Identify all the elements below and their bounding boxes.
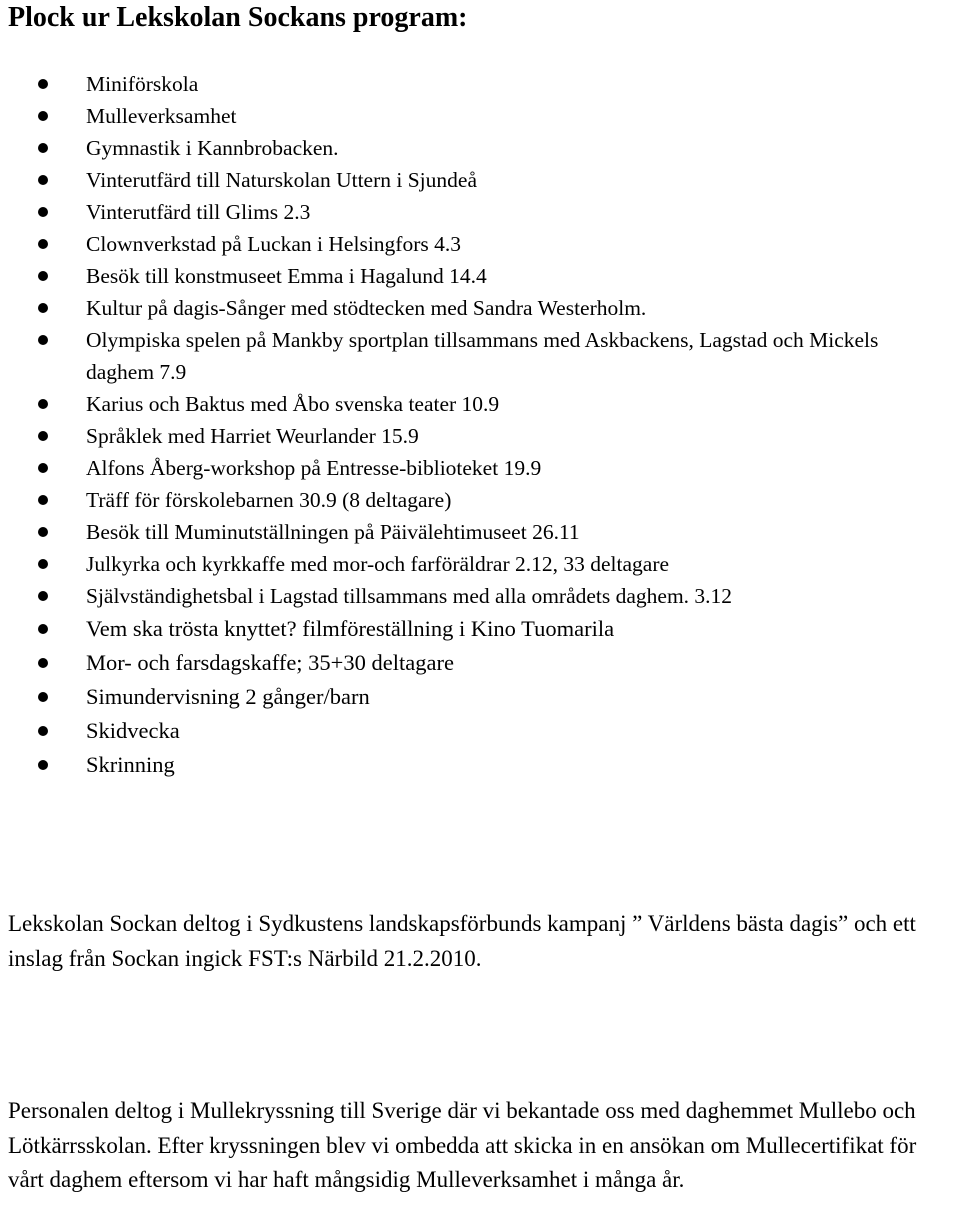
list-item-text: Träff för förskolebarnen 30.9 (8 deltagare) [86,488,452,512]
bullet-icon [38,495,48,505]
page-heading: Plock ur Lekskolan Sockans program: [8,2,468,33]
list-item [0,292,906,324]
list-item [0,748,906,782]
list-item-text: Mor- och farsdagskaffe; 35+30 deltagare [86,650,454,675]
bullet-icon [38,143,48,153]
list-item [0,164,906,196]
list-item [0,196,906,228]
list-item-text: Kultur på dagis-Sånger med stödtecken med Sandra Westerholm. [86,296,647,320]
bullet-icon [38,527,48,537]
bullet-icon [38,591,48,601]
list-item-text: Vinterutfärd till Naturskolan Uttern i Sjundeå [86,168,477,192]
list-item-text: Julkyrka och kyrkkaffe med mor-och farföräldrar 2.12, 33 deltagare [86,552,670,576]
list-item [0,260,906,292]
list-item [0,484,906,516]
bullet-icon [38,559,48,569]
bullet-icon [38,760,48,770]
list-item [0,548,906,580]
list-item [0,516,906,548]
list-item-text: Skrinning [86,752,175,777]
bullet-icon [38,335,48,345]
bullet-icon [38,726,48,736]
bullet-icon [38,692,48,702]
bullet-icon [38,658,48,668]
list-item [0,100,906,132]
bullet-icon [38,239,48,249]
list-item [0,452,906,484]
list-item-text: Vem ska trösta knyttet? filmföreställning i Kino Tuomarila [86,616,615,641]
bullet-icon [38,111,48,121]
list-item-text: Clownverkstad på Luckan i Helsingfors 4.3 [86,232,461,256]
list-item [0,388,906,420]
bullet-icon [38,79,48,89]
list-item [0,680,906,714]
campaign-paragraph: Lekskolan Sockan deltog i Sydkustens landskapsförbunds kampanj ” Världens bästa dagis” och ett inslag från Sockan ingick FST:s Närbild 21.2.2010. [8,911,916,971]
program-list [0,68,960,782]
list-item-text: Skidvecka [86,718,180,743]
bullet-icon [38,303,48,313]
bullet-icon [38,399,48,409]
bullet-icon [38,463,48,473]
list-item [0,612,906,646]
list-item-text: Karius och Baktus med Åbo svenska teater 10.9 [86,392,500,416]
list-item-text: Olympiska spelen på Mankby sportplan tillsammans med Askbackens, Lagstad och Mickels daghem 7.9 [86,328,879,384]
list-item-text: Vinterutfärd till Glims 2.3 [86,200,311,224]
personnel-paragraph: Personalen deltog i Mullekryssning till Sverige där vi bekantade oss med daghemmet Mullebo och Lötkärrsskolan. Efter kryssningen blev vi ombedda att skicka in en ansökan om Mullecertifikat för vårt daghem eftersom vi har haft mångsidig Mulleverksamhet i många år. [8,1098,917,1192]
list-item [0,580,906,612]
bullet-icon [38,431,48,441]
list-item [0,324,906,388]
list-item [0,714,906,748]
list-item-text: Självständighetsbal i Lagstad tillsammans med alla områdets daghem. 3.12 [86,584,733,608]
bullet-icon [38,207,48,217]
list-item [0,228,906,260]
list-item-text: Besök till Muminutställningen på Päivälehtimuseet 26.11 [86,520,580,544]
list-item-text: Alfons Åberg-workshop på Entresse-biblioteket 19.9 [86,456,542,480]
list-item-text: Mulleverksamhet [86,104,237,128]
list-item [0,68,906,100]
list-item [0,420,906,452]
list-item [0,132,906,164]
bullet-icon [38,624,48,634]
list-item-text: Besök till konstmuseet Emma i Hagalund 14.4 [86,264,487,288]
list-item-text: Gymnastik i Kannbrobacken. [86,136,339,160]
bullet-icon [38,271,48,281]
list-item-text: Simundervisning 2 gånger/barn [86,684,370,709]
list-item [0,646,906,680]
list-item-text: Miniförskola [86,72,199,96]
list-item-text: Språklek med Harriet Weurlander 15.9 [86,424,419,448]
bullet-icon [38,175,48,185]
